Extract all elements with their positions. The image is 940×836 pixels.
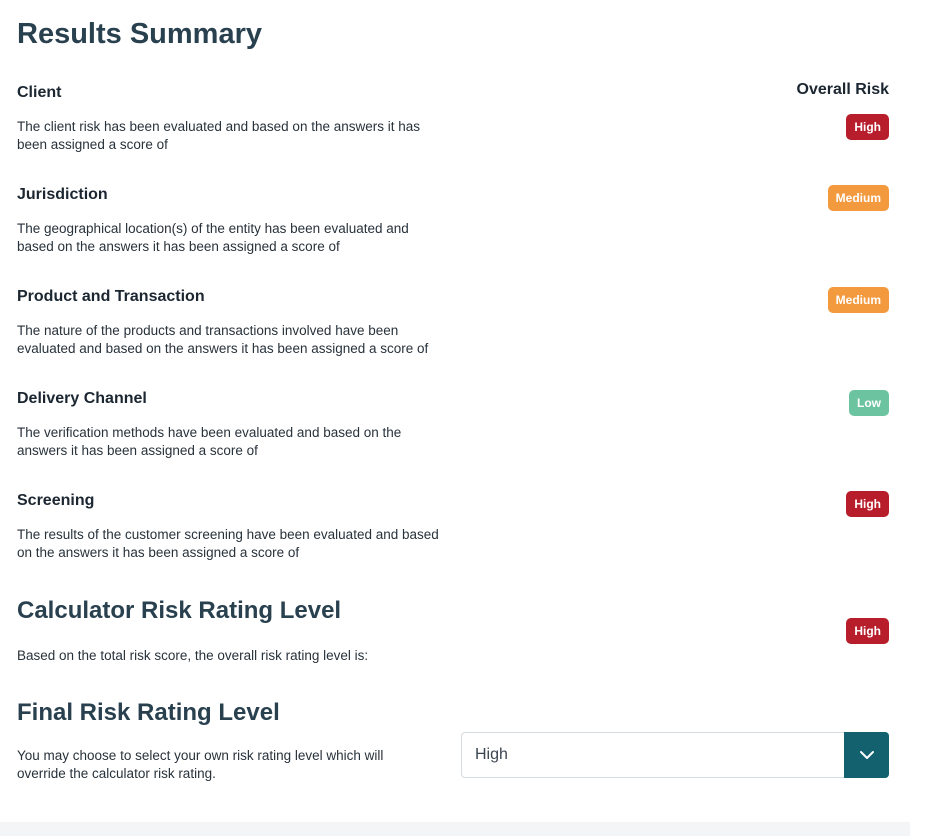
section-heading: Screening	[17, 492, 95, 509]
section-heading: Delivery Channel	[17, 390, 147, 407]
dropdown-toggle-button[interactable]	[844, 732, 889, 778]
calculator-description: Based on the total risk score, the overall risk rating level is:	[17, 648, 369, 663]
risk-badge: High	[846, 491, 889, 517]
risk-badge: Low	[849, 390, 889, 416]
calculator-risk-badge: High	[846, 618, 889, 644]
section-final-risk	[17, 699, 447, 789]
section-calculator-risk	[17, 597, 889, 667]
section-heading: Jurisdiction	[17, 186, 108, 203]
section-product-transaction	[17, 288, 889, 358]
section-heading: Client	[17, 84, 62, 101]
risk-level-select[interactable]	[461, 732, 889, 778]
section-screening	[17, 492, 889, 562]
select-value: High	[475, 746, 508, 763]
final-heading: Final Risk Rating Level	[17, 699, 280, 726]
risk-badge: Medium	[828, 185, 889, 211]
section-heading: Product and Transaction	[17, 288, 205, 305]
final-description: You may choose to select your own risk rating level which will override the calculator risk rating.	[17, 748, 384, 781]
overall-risk-column-label: Overall Risk	[796, 81, 889, 98]
section-description: The geographical location(s) of the entity has been evaluated and based on the answers it has been assigned a score of	[17, 221, 409, 254]
section-delivery-channel	[17, 390, 889, 460]
risk-badge: Medium	[828, 287, 889, 313]
risk-badge: High	[846, 114, 889, 140]
section-description: The nature of the products and transactions involved have been evaluated and based on the answers it has been assigned a score of	[17, 323, 429, 356]
section-description: The verification methods have been evaluated and based on the answers it has been assigned a score of	[17, 425, 402, 458]
page-title: Results Summary	[17, 18, 262, 50]
section-client	[17, 84, 889, 154]
section-jurisdiction	[17, 186, 889, 256]
section-description: The client risk has been evaluated and based on the answers it has been assigned a score of	[17, 119, 421, 152]
calculator-heading: Calculator Risk Rating Level	[17, 597, 342, 624]
section-description: The results of the customer screening have been evaluated and based on the answers it has been assigned a score of	[17, 527, 439, 560]
chevron-down-icon	[859, 750, 875, 760]
footer-divider	[0, 822, 910, 836]
